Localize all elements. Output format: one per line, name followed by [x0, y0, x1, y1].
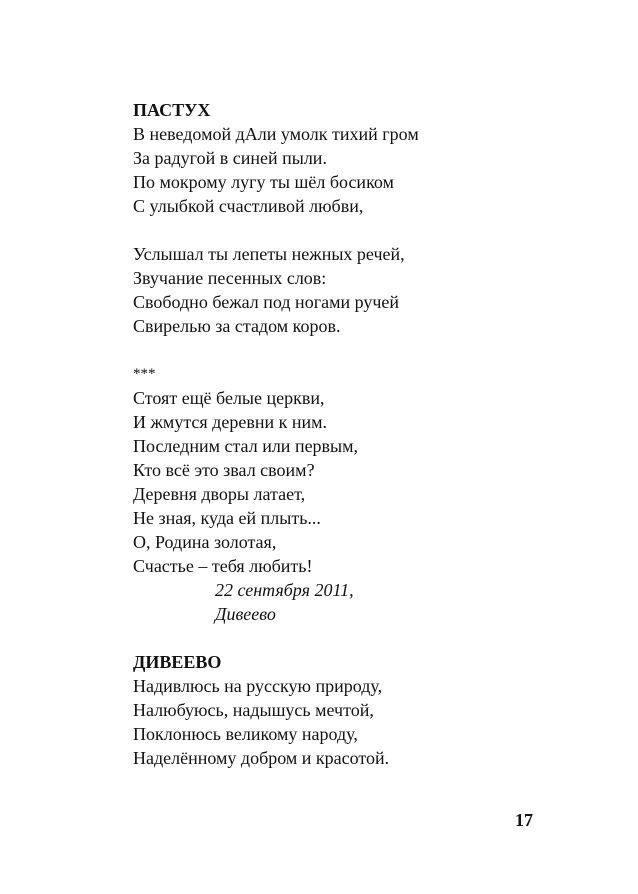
- poem-line: Свирелью за стадом коров.: [133, 316, 341, 336]
- poem-line: О, Родина золотая,: [133, 532, 277, 552]
- poem-line: Деревня дворы латает,: [133, 484, 306, 504]
- poem-line: Счастье – тебя любить!: [133, 556, 313, 576]
- poem-line: Звучание песенных слов:: [133, 268, 327, 288]
- poem-title-asterisks: ***: [133, 366, 156, 382]
- poem-line: Поклонюсь великому народу,: [133, 724, 358, 744]
- poem-line: И жмутся деревни к ним.: [133, 412, 327, 432]
- stanza-gap: [133, 218, 553, 242]
- poem-line: Наделённому добром и красотой.: [133, 748, 390, 768]
- poem-line: За радугой в синей пыли.: [133, 148, 327, 168]
- poem-gap: [133, 338, 553, 362]
- poem-line: Надивлюсь на русскую природу,: [133, 676, 383, 696]
- poems-block: [133, 98, 553, 770]
- poem-line: Стоят ещё белые церкви,: [133, 388, 325, 408]
- poem-title-diveevo: ДИВЕЕВО: [133, 652, 222, 672]
- poem-line: По мокрому лугу ты шёл босиком: [133, 172, 394, 192]
- poem-gap: [133, 626, 553, 650]
- poem-line: Свободно бежал под ногами ручей: [133, 292, 400, 312]
- poem-line: Услышал ты лепеты нежных речей,: [133, 244, 405, 264]
- poem-place: Дивеево: [215, 604, 276, 624]
- poem-line: В неведомой дАли умолк тихий гром: [133, 124, 419, 144]
- poem-title-pastukh: ПАСТУХ: [133, 100, 211, 120]
- poem-line: Последним стал или первым,: [133, 436, 359, 456]
- poem-line: Налюбуюсь, надышусь мечтой,: [133, 700, 374, 720]
- poem-date: 22 сентября 2011,: [215, 580, 354, 600]
- poem-line: Не зная, куда ей плыть...: [133, 508, 321, 528]
- page-number: 17: [515, 810, 533, 830]
- poem-line: С улыбкой счастливой любви,: [133, 196, 364, 216]
- poem-line: Кто всё это звал своим?: [133, 460, 315, 480]
